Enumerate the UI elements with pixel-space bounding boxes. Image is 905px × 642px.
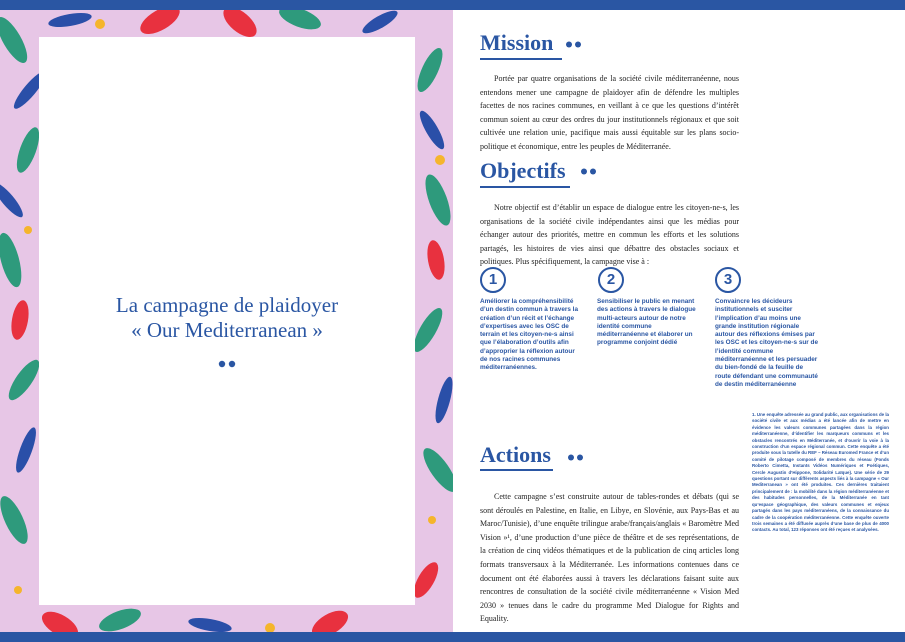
objectifs-underline bbox=[480, 186, 570, 188]
cover-title bbox=[39, 293, 415, 343]
dots-icon bbox=[217, 360, 239, 368]
objectifs-heading: Objectifs bbox=[480, 158, 566, 183]
actions-underline bbox=[480, 469, 553, 471]
bottom-band bbox=[0, 632, 453, 642]
objective-number-1: 1 bbox=[480, 267, 506, 293]
dots-icon bbox=[580, 168, 598, 175]
dots-icon bbox=[567, 454, 585, 461]
bottom-band bbox=[453, 632, 905, 642]
objective-text-1: Améliorer la compréhensibilité d’un destin commun à travers la création d’un récit et l’échange d’expertises avec les OSC de terrain et les citoyen-ne-s ainsi que l’élaboration d’outils afin d’approprier la réflexion autour de nos racines communes méditerranéennes. bbox=[480, 298, 579, 372]
mission-underline bbox=[480, 58, 562, 60]
actions-heading: Actions bbox=[480, 442, 551, 467]
cover-title-line2: « Our Mediterranean » bbox=[131, 318, 323, 342]
objectifs-text: Notre objectif est d’établir un espace de dialogue entre les citoyen-ne-s, les organisations de la société civile indépendantes ainsi que les médias pour échanger autour des priorités, mettre en commun les efforts et les solutions partagés, les histoires de vies ainsi que débattre des obstacles sociaux et politiques. Plus spécifiquement, la campagne vise à : bbox=[480, 203, 739, 267]
objective-text-3: Convaincre les décideurs institutionnels et susciter l’implication d’au moins une grande institution régionale autour des réflexions émises par les OSC et les citoyen-ne-s sur de l’identité commune méditerranéenne et les persuader du bien-fondé de la feuille de route défendant une communauté de destin méditerranéenne bbox=[715, 298, 818, 388]
content-page bbox=[453, 0, 905, 642]
top-band bbox=[453, 0, 905, 10]
objective-number-2: 2 bbox=[598, 267, 624, 293]
footnote: 1. Une enquête adressée au grand public, aux organisations de la société civile et aux médias a été lancée afin de mettre en évidence les valeurs communes partagées dans la région méditerranéenne, d’identifier les marqueurs communs et les obstacles rencontrés en Méditerranée, et d’ouvrir la voie à la construction d’un espace régional commun. Cette enquête a été produite sous la tutelle du REF – Réseau Euromed France et d’un comité de pilotage composé de membres du réseau (Fonds Roberto Cimetta, Instants Vidéos Numériques et Poétiques, Cercle Augustin d’Hippone, Solidarité Laïque). Une série de 29 questions portant sur différents aspects liés à la campagne « Our Mediterranean » ont été produites. Ces dernières traitaient principalement de : la mobilité dans la région méditerranéenne et des habitudes personnelles, de la Méditerranée en tant qu’espace géographique, des valeurs communes et enjeux partagés dans les pays méditerranéens, de la connaissance du cadre de la coopération méditerranéenne. Cette enquête ouverte trois semaines a été diffusée auprès d’une base de plus de 4000 contacts. Au total, 123 réponses ont été reçues et analysées. bbox=[752, 412, 889, 533]
objective-text-2: Sensibiliser le public en menant des actions à travers le dialogue multi-acteurs autour de notre identité commune méditerranéenne et élaborer un programme conjoint dédié bbox=[597, 298, 696, 347]
mission-heading: Mission bbox=[480, 30, 554, 55]
dots-icon bbox=[565, 41, 583, 48]
cover-title-line1: La campagne de plaidoyer bbox=[115, 293, 339, 317]
mission-text: Portée par quatre organisations de la société civile méditerranéenne, nous entendons mener une campagne de plaidoyer afin de défendre les multiples facettes de nos racines communes, en veillant à ce que les questions d’intérêt commun soient au cœur des ordres du jour institutionnels régionaux et que soit cultivée une relation unie, pacifique mais aussi équitable sur les plans socio-politique et économique, entre les peuples de Méditerranée. bbox=[480, 74, 739, 151]
top-band bbox=[0, 0, 453, 10]
actions-text: Cette campagne s’est construite autour de tables-rondes et débats (qui se sont déroulés en Palestine, en Italie, en Libye, en Slovénie, aux Pays-Bas et au Maroc/Tunisie), d’une enquête trilingue arabe/français/anglais « Baromètre Med Vision »¹, d’une production d’une pièce de théâtre et de ses représentations, de la création de cinq vidéos thématiques et de la publication de cinq articles long formats transversaux à la Méditerranée. Les informations contenues dans ce document ont été élaborées aussi à travers les déclarations faisant suite aux rencontres de consultation de la société civile méditerranéenne « Vision Med 2030 » tenues dans le cadre du programme Med Dialogue for Rights and Equality. bbox=[480, 492, 739, 624]
objective-number-3: 3 bbox=[715, 267, 741, 293]
cover-card bbox=[39, 37, 415, 605]
